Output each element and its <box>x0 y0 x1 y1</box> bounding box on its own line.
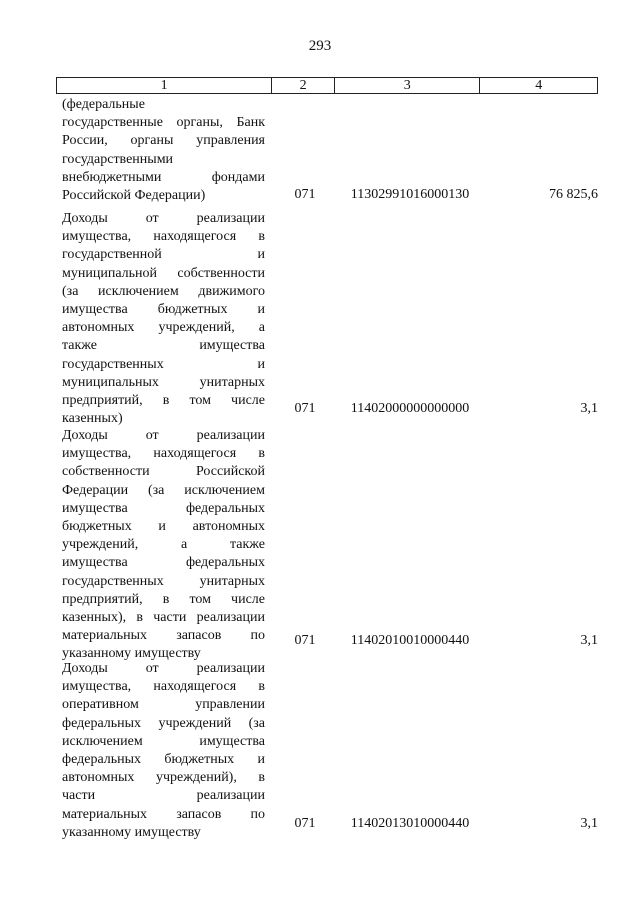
description-line: внебюджетными фондами <box>62 169 265 185</box>
description-line: муниципальных унитарных <box>62 374 265 390</box>
description-line: (за исключением движимого <box>62 283 265 299</box>
description-line: указанному имуществу <box>62 646 201 662</box>
row-amount: 76 825,6 <box>549 187 598 202</box>
description-line: материальных запасов по <box>62 806 265 822</box>
header-col-4: 4 <box>535 78 543 93</box>
description-line: государственной и <box>62 247 265 263</box>
row-description <box>62 210 265 428</box>
description-line: Федерации (за исключением <box>62 482 265 498</box>
description-line: имущества, находящегося в <box>62 679 265 695</box>
description-line: Доходы от реализации <box>62 661 265 676</box>
description-line: материальных запасов по <box>62 628 265 644</box>
description-line: части реализации <box>62 788 265 804</box>
description-line: учреждений, а также <box>62 537 265 553</box>
row-kbk: 11402013010000440 <box>350 816 470 831</box>
description-line: казенных), в части реализации <box>62 609 265 625</box>
header-col-3: 3 <box>335 78 480 93</box>
description-line: также имущества <box>62 338 265 354</box>
description-line: имущества, находящегося в <box>62 446 265 462</box>
row-amount: 3,1 <box>580 633 598 648</box>
row-code: 071 <box>294 401 316 416</box>
row-code: 071 <box>294 816 316 831</box>
description-line: России, органы управления <box>62 133 265 149</box>
table-header <box>56 77 598 94</box>
description-line: Доходы от реализации <box>62 428 265 443</box>
header-col-1: 1 <box>57 78 272 93</box>
description-line: федеральных бюджетных и <box>62 751 265 767</box>
description-line: бюджетных и автономных <box>62 518 265 534</box>
description-line: Доходы от реализации <box>62 211 265 226</box>
row-kbk: 11402010010000440 <box>350 633 470 648</box>
row-description <box>62 427 265 663</box>
description-line: казенных) <box>62 411 123 427</box>
description-line: Российской Федерации) <box>62 187 206 203</box>
header-col-2: 2 <box>272 78 335 93</box>
description-line: (федеральные <box>62 97 145 112</box>
description-line: имущества, находящегося в <box>62 229 265 245</box>
description-line: оперативном управлении <box>62 697 265 713</box>
description-line: государственных и <box>62 356 265 372</box>
description-line: автономных учреждений, а <box>62 320 265 336</box>
description-line: имущества федеральных <box>62 555 265 571</box>
page-number: 293 <box>308 38 332 54</box>
description-line: предприятий, в том числе <box>62 392 265 408</box>
description-line: имущества федеральных <box>62 500 265 516</box>
description-line: государственных унитарных <box>62 573 265 589</box>
description-line: предприятий, в том числе <box>62 591 265 607</box>
description-line: государственные органы, Банк <box>62 115 265 131</box>
description-line: исключением имущества <box>62 733 265 749</box>
row-amount: 3,1 <box>580 816 598 831</box>
row-description <box>62 96 265 205</box>
row-kbk: 11402000000000000 <box>350 401 470 416</box>
description-line: автономных учреждений), в <box>62 770 265 786</box>
row-code: 071 <box>294 633 316 648</box>
description-line: государственными <box>62 151 174 167</box>
row-kbk: 11302991016000130 <box>350 187 470 202</box>
row-amount: 3,1 <box>580 401 598 416</box>
row-description <box>62 660 265 842</box>
description-line: собственности Российской <box>62 464 265 480</box>
description-line: федеральных учреждений (за <box>62 715 265 731</box>
row-code: 071 <box>294 187 316 202</box>
description-line: указанному имуществу <box>62 824 201 840</box>
description-line: муниципальной собственности <box>62 265 265 281</box>
description-line: имущества бюджетных и <box>62 301 265 317</box>
